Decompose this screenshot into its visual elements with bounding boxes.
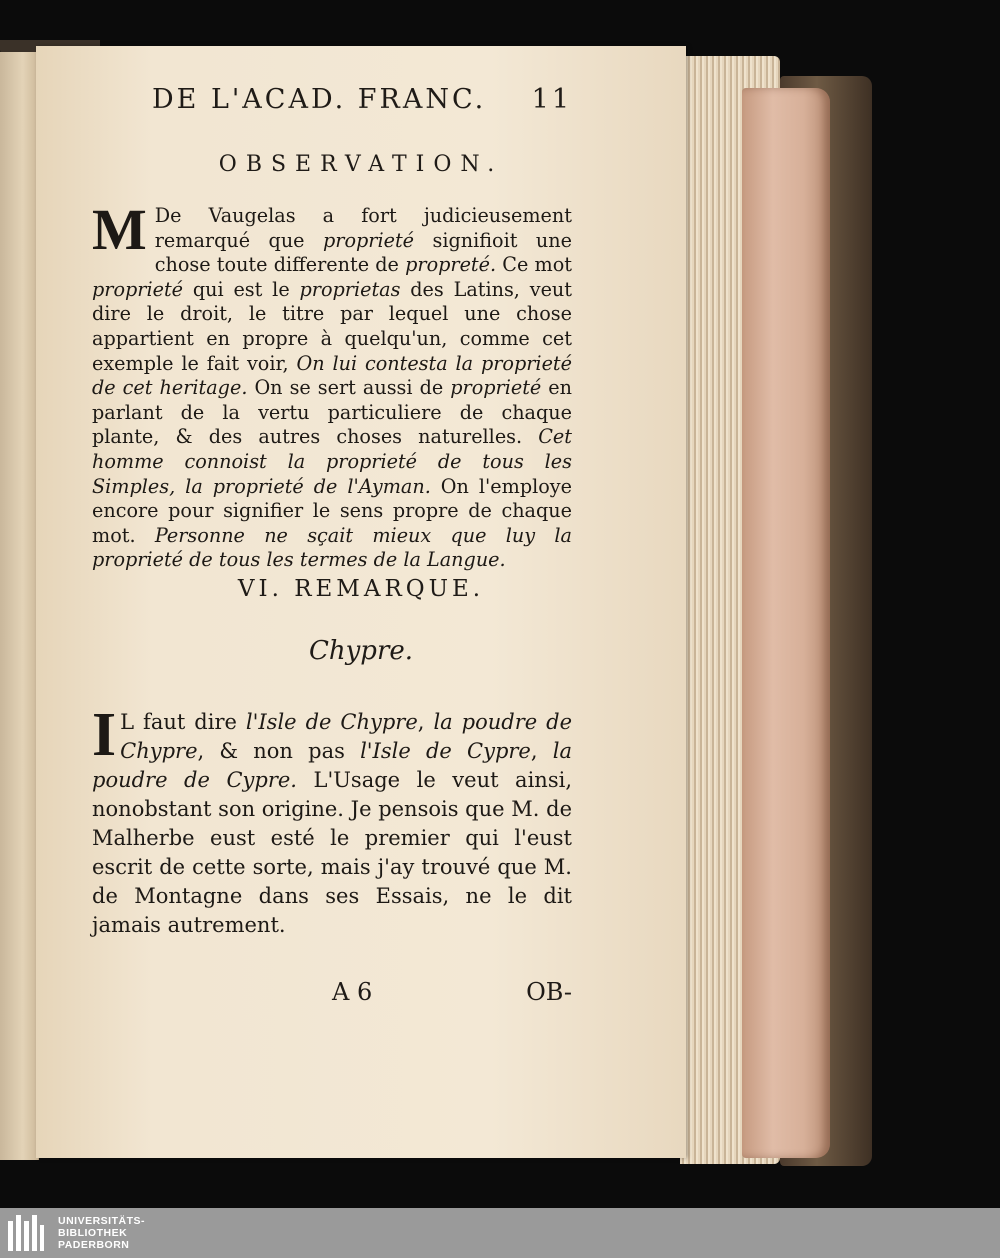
fore-edge bbox=[742, 88, 830, 1158]
running-head-title: DE L'ACAD. FRANC. bbox=[152, 84, 487, 115]
library-name-line2: BIBLIOTHEK bbox=[58, 1227, 128, 1239]
left-page-edge bbox=[0, 52, 39, 1160]
library-name-line1: UNIVERSITÄTS- bbox=[58, 1215, 146, 1227]
page-number: 11 bbox=[531, 84, 572, 115]
library-name bbox=[58, 1215, 145, 1251]
observation-title: OBSERVATION. bbox=[218, 152, 504, 177]
remarque-paragraph: I L faut dire l'Isle de Chypre, la poudre de Chypre, & non pas l'Isle de Cypre, la poudre de Cypre. L'Usage le veut ainsi, nonobstant son origine. Je pensois que M. de Malherbe eust esté le premier qui l'eust escrit de cette sorte, mais j'ay trouvé que M. de Montagne dans ses Essais, ne le dit jamais autrement. bbox=[92, 701, 573, 937]
remarque-heading: VI. REMARQUE. bbox=[237, 576, 485, 602]
observation-paragraph: M De Vaugelas a fort judicieusement remarqué que proprieté signifioit une chose toute differente de propreté. Ce mot proprieté qui est le proprietas des Latins, veut dire le droit, le titre par lequel une chose appartient en propre à quelqu'un, comme cet exemple le fait voir, On lui contesta la proprieté de cet heritage. On se sert aussi de proprieté en parlant de la vertu particuliere de chaque plante, & des autres choses naturelles. Cet homme connoist la proprieté de tous les Simples, la proprieté de l'Ayman. On l'employe encore pour signifier le sens propre de chaque mot. Personne ne sçait mieux que luy la proprieté de tous les termes de la Langue. bbox=[92, 197, 573, 572]
book-page bbox=[36, 46, 686, 1158]
library-name-line3: PADERBORN bbox=[58, 1239, 130, 1251]
remarque-subject: Chypre. bbox=[308, 636, 414, 666]
signature-mark: A 6 bbox=[332, 978, 373, 1006]
dropcap-m: M bbox=[92, 197, 147, 262]
running-head bbox=[152, 84, 572, 115]
catchword: OB- bbox=[526, 978, 572, 1006]
page-footer bbox=[332, 978, 572, 1006]
library-footer-bar bbox=[0, 1208, 1000, 1258]
dropcap-i: I bbox=[92, 701, 117, 769]
library-bars-icon bbox=[4, 1211, 48, 1255]
